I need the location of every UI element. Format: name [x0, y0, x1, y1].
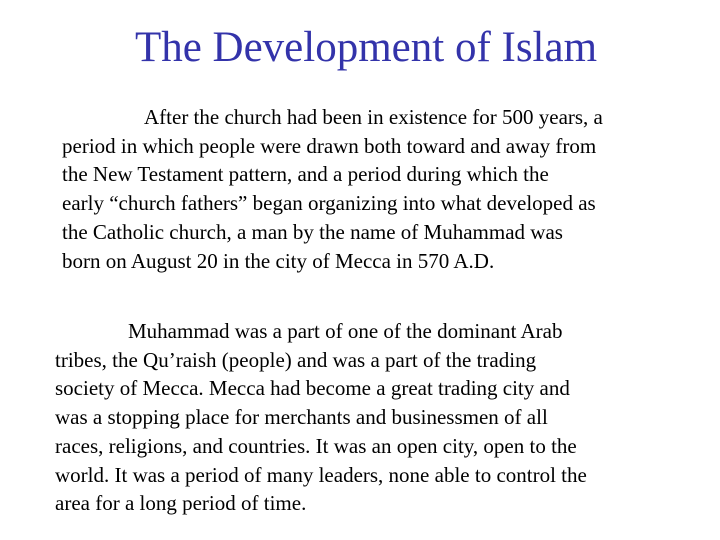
paragraph-1-line: the New Testament pattern, and a period during which the [62, 162, 549, 187]
paragraph-2-line: races, religions, and countries. It was an open city, open to the [55, 433, 577, 458]
paragraph-2-line: Muhammad was a part of one of the dominant Arab [128, 319, 563, 343]
slide-title: The Development of Islam [134, 24, 598, 71]
paragraph-1 [62, 103, 603, 275]
paragraph-1-line: born on August 20 in the city of Mecca in 570 A.D. [62, 248, 495, 273]
paragraph-1-line: early “church fathers” began organizing into what developed as [62, 191, 596, 216]
paragraph-1-line: period in which people were drawn both toward and away from [62, 133, 597, 158]
paragraph-2-line: tribes, the Qu’raish (people) and was a part of the trading [55, 347, 537, 372]
paragraph-1-line: After the church had been in existence for 500 years, a [144, 105, 603, 129]
paragraph-1-line: the Catholic church, a man by the name of Muhammad was [62, 219, 563, 244]
paragraph-2-line: world. It was a period of many leaders, none able to control the [55, 462, 587, 487]
paragraph-2-line: society of Mecca. Mecca had become a great trading city and [55, 376, 570, 401]
paragraph-2 [55, 317, 587, 518]
paragraph-2-line: area for a long period of time. [55, 491, 307, 516]
paragraph-2-line: was a stopping place for merchants and businessmen of all [55, 405, 548, 430]
